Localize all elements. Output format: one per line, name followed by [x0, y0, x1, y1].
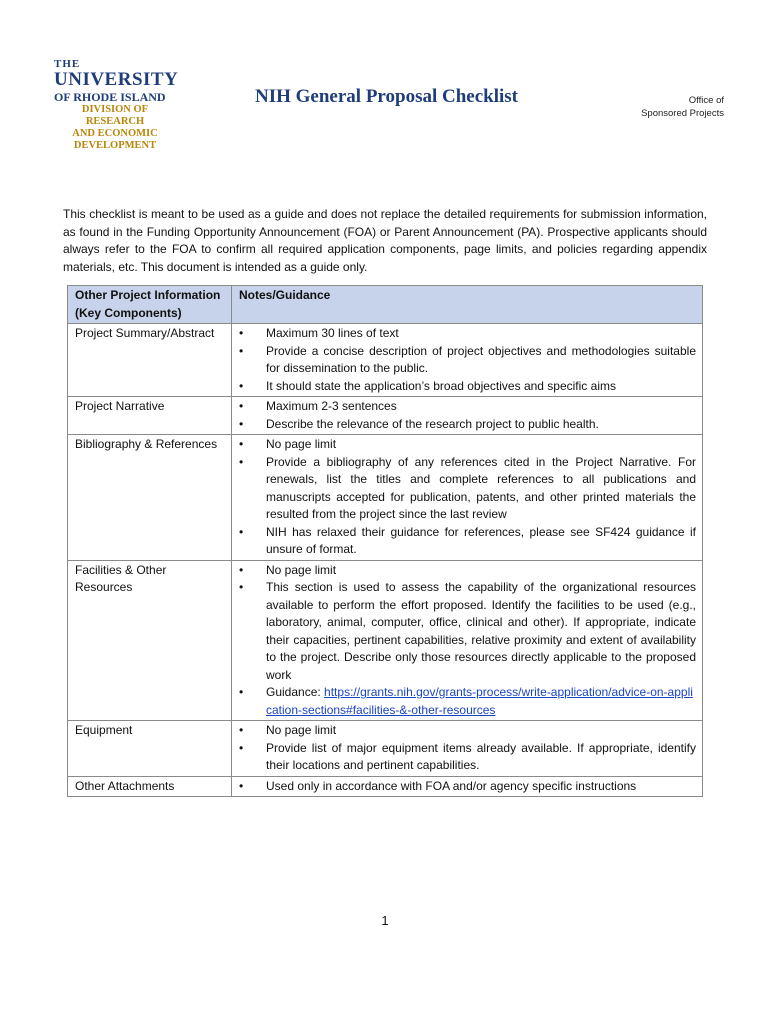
bullet-icon: • — [239, 399, 244, 413]
list-item: • Maximum 2-3 sentences — [239, 398, 696, 416]
logo-line-university: UNIVERSITY — [54, 69, 179, 90]
list-item: • Provide a concise description of project objectives and methodologies suitable for dissemination to the public. — [239, 343, 696, 375]
guidance-link[interactable]: https://grants.nih.gov/grants-process/write-application/advice-on-application-sections#facilities-&-other-resources — [266, 685, 693, 717]
logo-line-division: DIVISION OF RESEARCH — [81, 104, 149, 127]
row-notes — [232, 776, 703, 797]
row-name: Bibliography & References — [68, 435, 232, 561]
university-logo — [54, 58, 184, 152]
row-name: Project Summary/Abstract — [68, 324, 232, 397]
bullet-icon: • — [239, 740, 244, 755]
header-components: Other Project Information (Key Components) — [68, 286, 232, 324]
bullet-icon: • — [239, 580, 244, 594]
document-title: NIH General Proposal Checklist — [255, 86, 519, 107]
list-item: • It should state the application’s broad objectives and specific aims — [239, 378, 696, 396]
guidance-label: Guidance: — [266, 685, 325, 699]
table-row — [68, 324, 703, 397]
row-notes — [232, 721, 703, 777]
list-item: • No page limit — [239, 436, 696, 454]
row-name: Equipment — [68, 721, 232, 777]
bullet-icon: • — [239, 454, 244, 469]
list-item: • Describe the relevance of the research project to public health. — [239, 416, 696, 434]
row-name: Other Attachments — [68, 776, 232, 797]
row-name: Facilities & Other Resources — [68, 560, 232, 721]
office-line-1: Office of — [688, 95, 724, 106]
table-row — [68, 397, 703, 435]
list-item: • No page limit — [239, 722, 696, 740]
list-item: • Provide a bibliography of any references cited in the Project Narrative. For renewals, list the titles and complete references to all publications and manuscripts accepted for publication, patents, and other printed materials the resulted from the project since the last review — [239, 454, 696, 521]
list-item: • Provide list of major equipment items already available. If appropriate, identify their locations and pertinent capabilities. — [239, 740, 696, 772]
table-row — [68, 721, 703, 777]
bullet-icon: • — [239, 524, 244, 539]
header-notes: Notes/Guidance — [232, 286, 703, 324]
row-notes — [232, 560, 703, 721]
bullet-icon: • — [239, 778, 244, 793]
bullet-icon: • — [239, 378, 244, 393]
list-item: • Maximum 30 lines of text — [239, 325, 696, 343]
intro-paragraph: This checklist is meant to be used as a guide and does not replace the detailed requirements for submission information, as found in the Funding Opportunity Announcement (FOA) or Parent Announcement (PA). Prospective applicants should always refer to the FOA to confirm all required application components, page limits, and policies regarding appendix materials, etc. This document is intended as a guide only. — [63, 207, 707, 274]
logo-line-economic: AND ECONOMIC — [72, 128, 158, 139]
bullet-icon: • — [239, 685, 244, 699]
page-number: 1 — [381, 913, 389, 928]
office-line-2: Sponsored Projects — [641, 108, 724, 119]
list-item: • NIH has relaxed their guidance for references, please see SF424 guidance if unsure of format. — [239, 524, 696, 556]
bullet-icon: • — [239, 723, 244, 737]
table-row — [68, 435, 703, 561]
list-item: • No page limit — [239, 562, 696, 580]
table-header-row — [68, 286, 703, 324]
logo-line-rhode-island: OF RHODE ISLAND — [54, 90, 166, 104]
bullet-icon: • — [239, 437, 244, 451]
checklist-table — [67, 285, 703, 797]
office-label — [641, 94, 724, 120]
list-item: • This section is used to assess the capability of the organizational resources available to perform the effort proposed. Identify the facilities to be used (e.g., laboratory, animal, computer, office, clinical and other). If appropriate, indicate their capacities, pertinent capabilities, relative proximity and extent of availability to the project. Describe only those resources directly applicable to the proposed work — [239, 580, 696, 682]
row-notes — [232, 397, 703, 435]
row-name: Project Narrative — [68, 397, 232, 435]
bullet-icon: • — [239, 562, 244, 577]
row-notes — [232, 324, 703, 397]
bullet-icon: • — [239, 326, 244, 340]
logo-line-development: DEVELOPMENT — [73, 140, 157, 151]
bullet-icon: • — [239, 416, 244, 431]
list-item — [239, 684, 696, 719]
bullet-icon: • — [239, 343, 244, 358]
table-row — [68, 560, 703, 721]
table-row — [68, 776, 703, 797]
row-notes — [232, 435, 703, 561]
logo-line-the: THE — [54, 58, 81, 70]
list-item: • Used only in accordance with FOA and/or agency specific instructions — [239, 778, 696, 796]
